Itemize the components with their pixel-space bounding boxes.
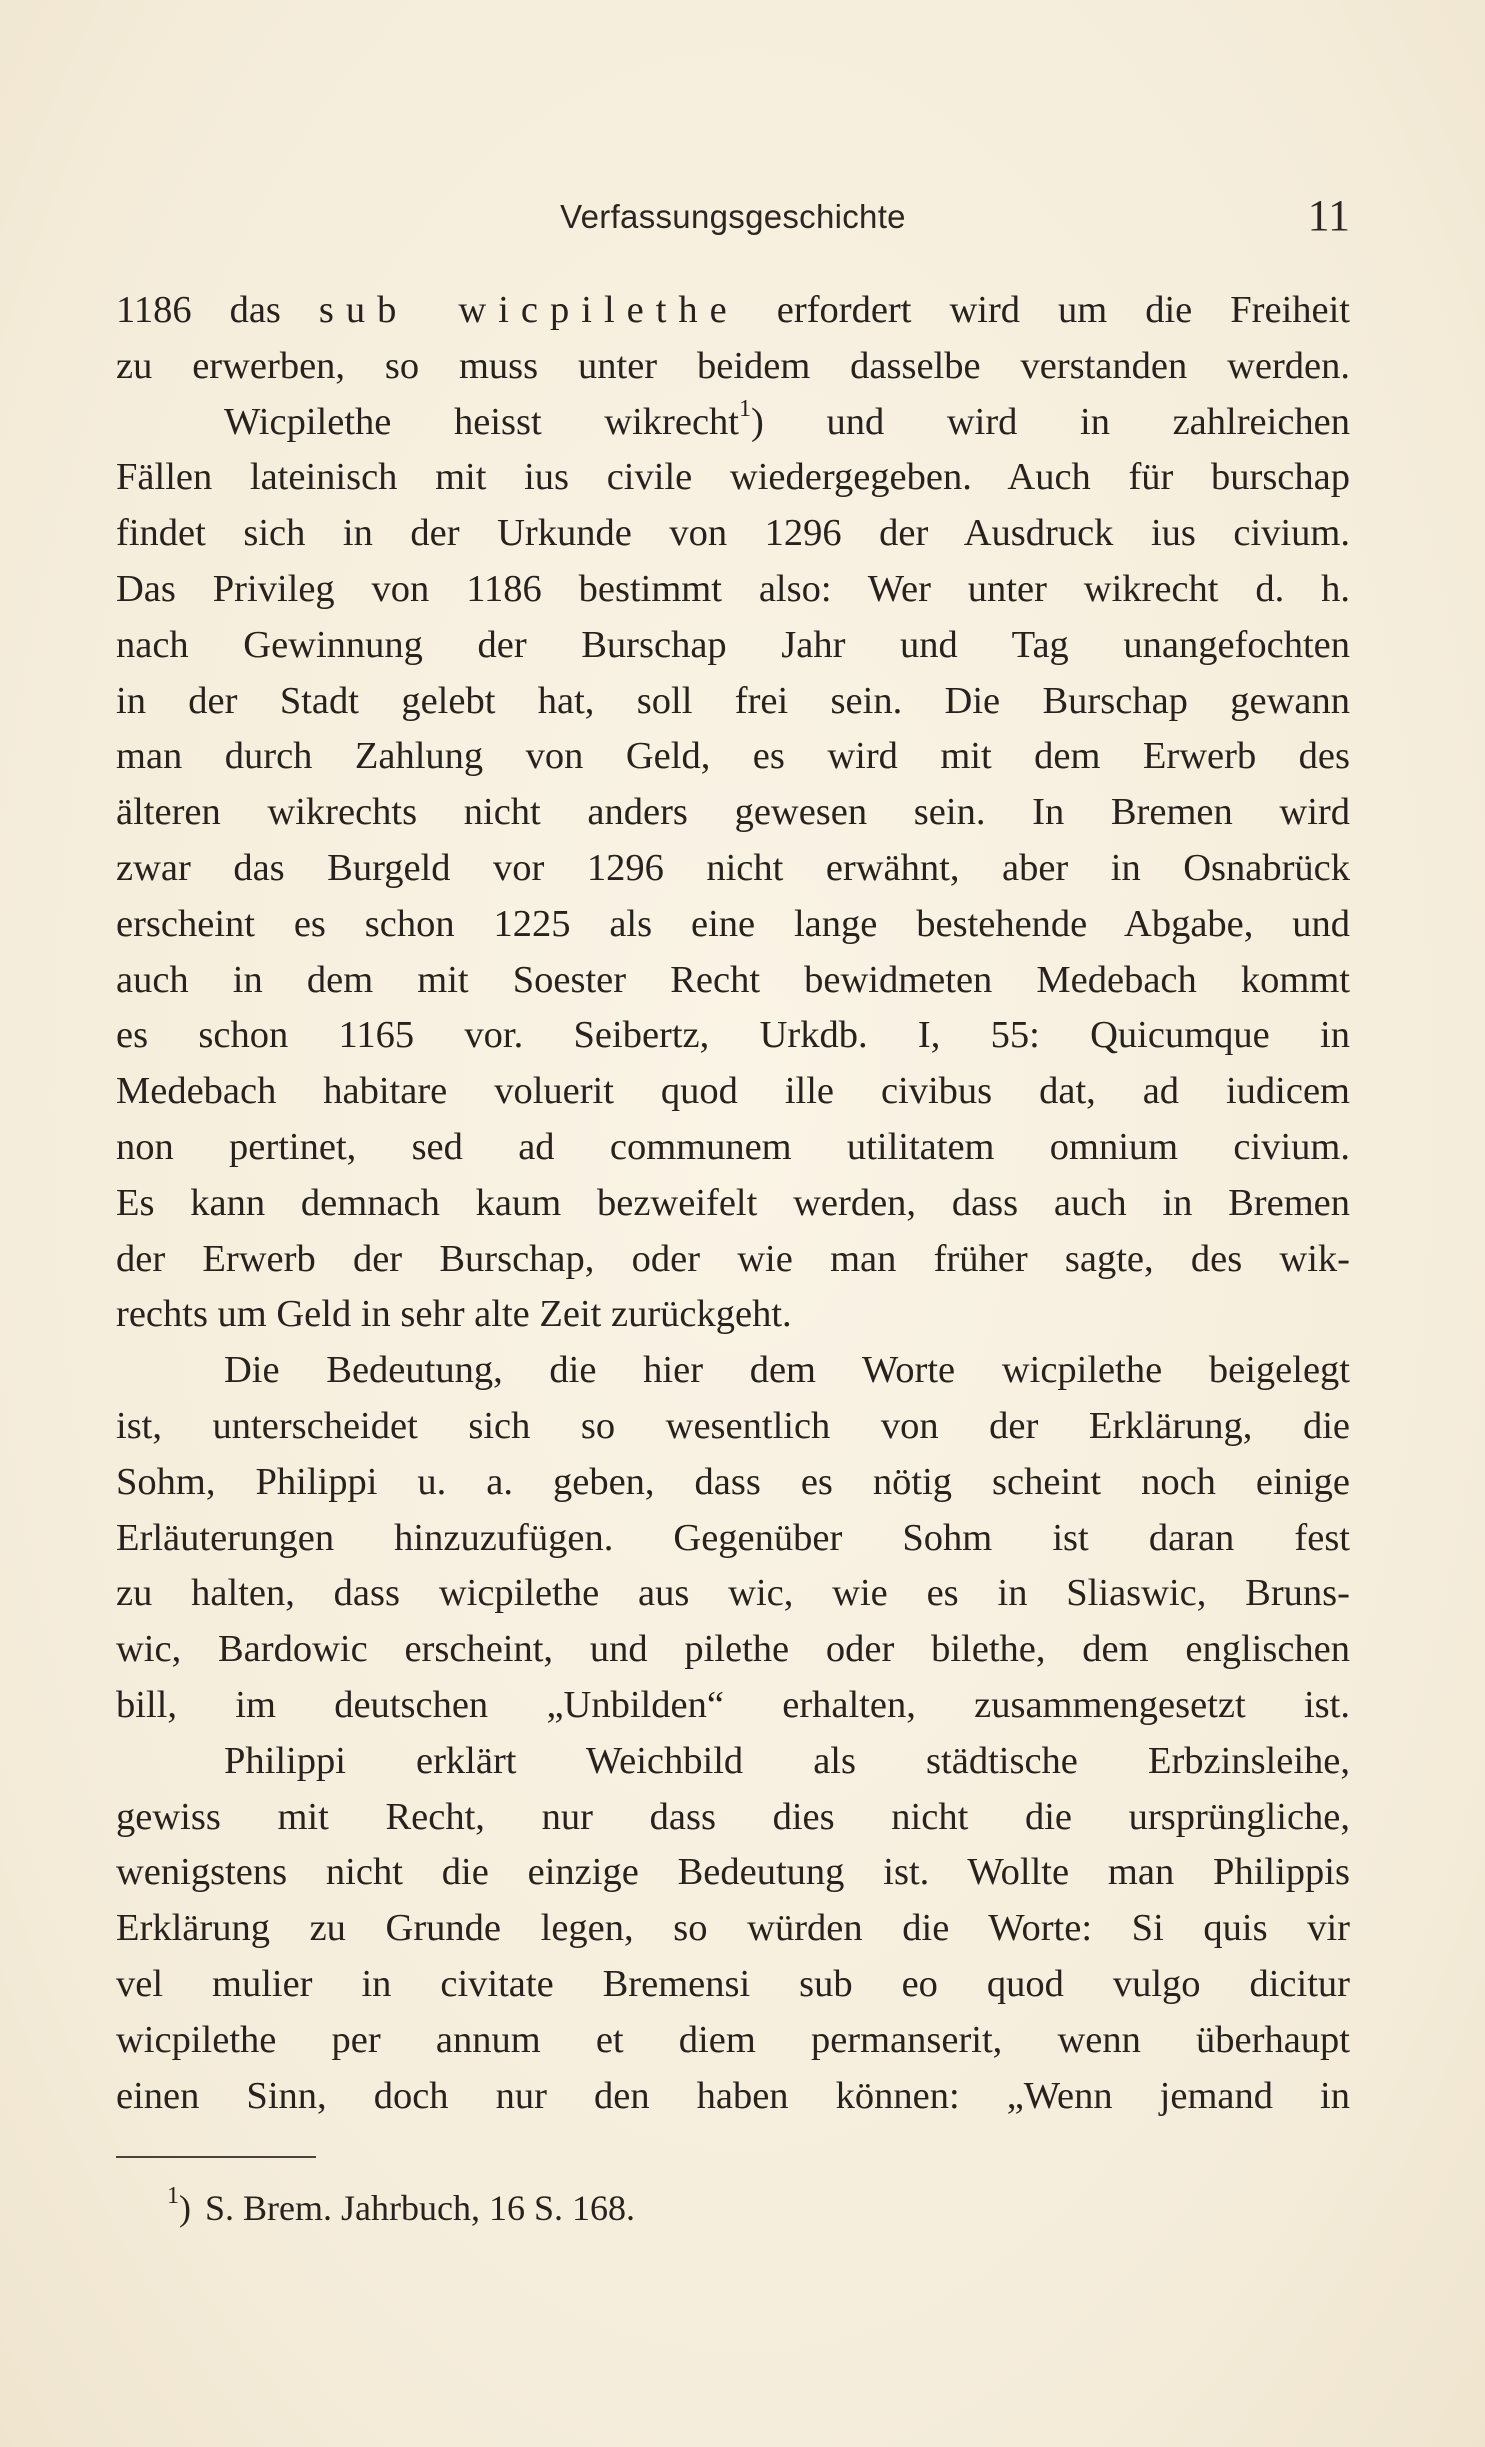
- text-line: wenigstens nicht die einzige Bedeutung ist. Wollte man Philippis: [116, 1851, 1350, 1894]
- footnote-ref: 1: [739, 395, 751, 422]
- text-line: ist, unterscheidet sich so wesentlich von der Erklärung, die: [116, 1404, 1350, 1447]
- spaced-term: sub wicpilethe: [318, 289, 739, 331]
- text-line: älteren wikrechts nicht anders gewesen sein. In Bremen wird: [116, 791, 1350, 834]
- text-line: Es kann demnach kaum bezweifelt werden, dass auch in Bremen: [116, 1181, 1350, 1224]
- footnote: [167, 2183, 635, 2229]
- text-line: Fällen lateinisch mit ius civile wiedergegeben. Auch für burschap: [116, 456, 1350, 499]
- text-line: Sohm, Philippi u. a. geben, dass es nötig scheint noch einige: [116, 1460, 1350, 1503]
- text-line: Philippi erklärt Weichbild als städtische Erbzinsleihe,: [224, 1739, 1350, 1782]
- text-line: man durch Zahlung von Geld, es wird mit dem Erwerb des: [116, 735, 1350, 778]
- text-line: der Erwerb der Burschap, oder wie man früher sagte, des wik-: [116, 1237, 1350, 1280]
- text-line: wic, Bardowic erscheint, und pilethe oder bilethe, dem englischen: [116, 1628, 1350, 1671]
- body-text: [116, 283, 1350, 2124]
- text-line: gewiss mit Recht, nur dass dies nicht die ursprüngliche,: [116, 1795, 1350, 1838]
- text-line: rechts um Geld in sehr alte Zeit zurückgeht.: [116, 1293, 792, 1336]
- text-line: Erläuterungen hinzuzufügen. Gegenüber Sohm ist daran fest: [116, 1516, 1350, 1559]
- text-line: Erklärung zu Grunde legen, so würden die Worte: Si quis vir: [116, 1907, 1350, 1950]
- footnote-text: S. Brem. Jahrbuch, 16 S. 168.: [205, 2188, 635, 2228]
- text-line: Wicpilethe heisst wikrecht$^1$) und wird in zahlreichen: [224, 395, 1350, 443]
- text-line: 1186 das sub wicpilethe erfordert wird um die Freiheit: [116, 289, 1351, 331]
- text-line: zu erwerben, so muss unter beidem dasselbe verstanden werden.: [116, 344, 1350, 387]
- running-title: Verfassungsgeschichte: [560, 198, 906, 235]
- footnote-mark: $^1$): [167, 2183, 191, 2228]
- page-number: 11: [1307, 191, 1350, 240]
- running-head: [116, 190, 1350, 250]
- text-line: erscheint es schon 1225 als eine lange bestehende Abgabe, und: [116, 902, 1350, 945]
- text-line: Die Bedeutung, die hier dem Worte wicpilethe beigelegt: [224, 1349, 1350, 1392]
- text-line: auch in dem mit Soester Recht bewidmeten Medebach kommt: [116, 958, 1350, 1001]
- text-line: vel mulier in civitate Bremensi sub eo quod vulgo dicitur: [116, 1962, 1350, 2005]
- text-line: Das Privileg von 1186 bestimmt also: Wer unter wikrecht d. h.: [116, 567, 1350, 610]
- footnote-divider: [116, 2156, 316, 2158]
- text-line: es schon 1165 vor. Seibertz, Urkdb. I, 55: Quicumque in: [116, 1014, 1350, 1057]
- text-line: findet sich in der Urkunde von 1296 der Ausdruck ius civium.: [116, 512, 1350, 555]
- text-line: zwar das Burgeld vor 1296 nicht erwähnt, aber in Osnabrück: [116, 846, 1350, 889]
- text-line: einen Sinn, doch nur den haben können: „Wenn jemand in: [116, 2074, 1350, 2117]
- text-line: Medebach habitare voluerit quod ille civibus dat, ad iudicem: [116, 1070, 1350, 1113]
- text-line: bill, im deutschen „Unbilden“ erhalten, zusammengesetzt ist.: [116, 1683, 1350, 1726]
- text-line: wicpilethe per annum et diem permanserit, wenn überhaupt: [116, 2018, 1350, 2061]
- text-line: in der Stadt gelebt hat, soll frei sein. Die Burschap gewann: [116, 679, 1350, 722]
- text-line: nach Gewinnung der Burschap Jahr und Tag unangefochten: [116, 623, 1350, 666]
- text-line: non pertinet, sed ad communem utilitatem omnium civium.: [116, 1125, 1350, 1168]
- text-line: zu halten, dass wicpilethe aus wic, wie es in Sliaswic, Bruns-: [116, 1572, 1350, 1615]
